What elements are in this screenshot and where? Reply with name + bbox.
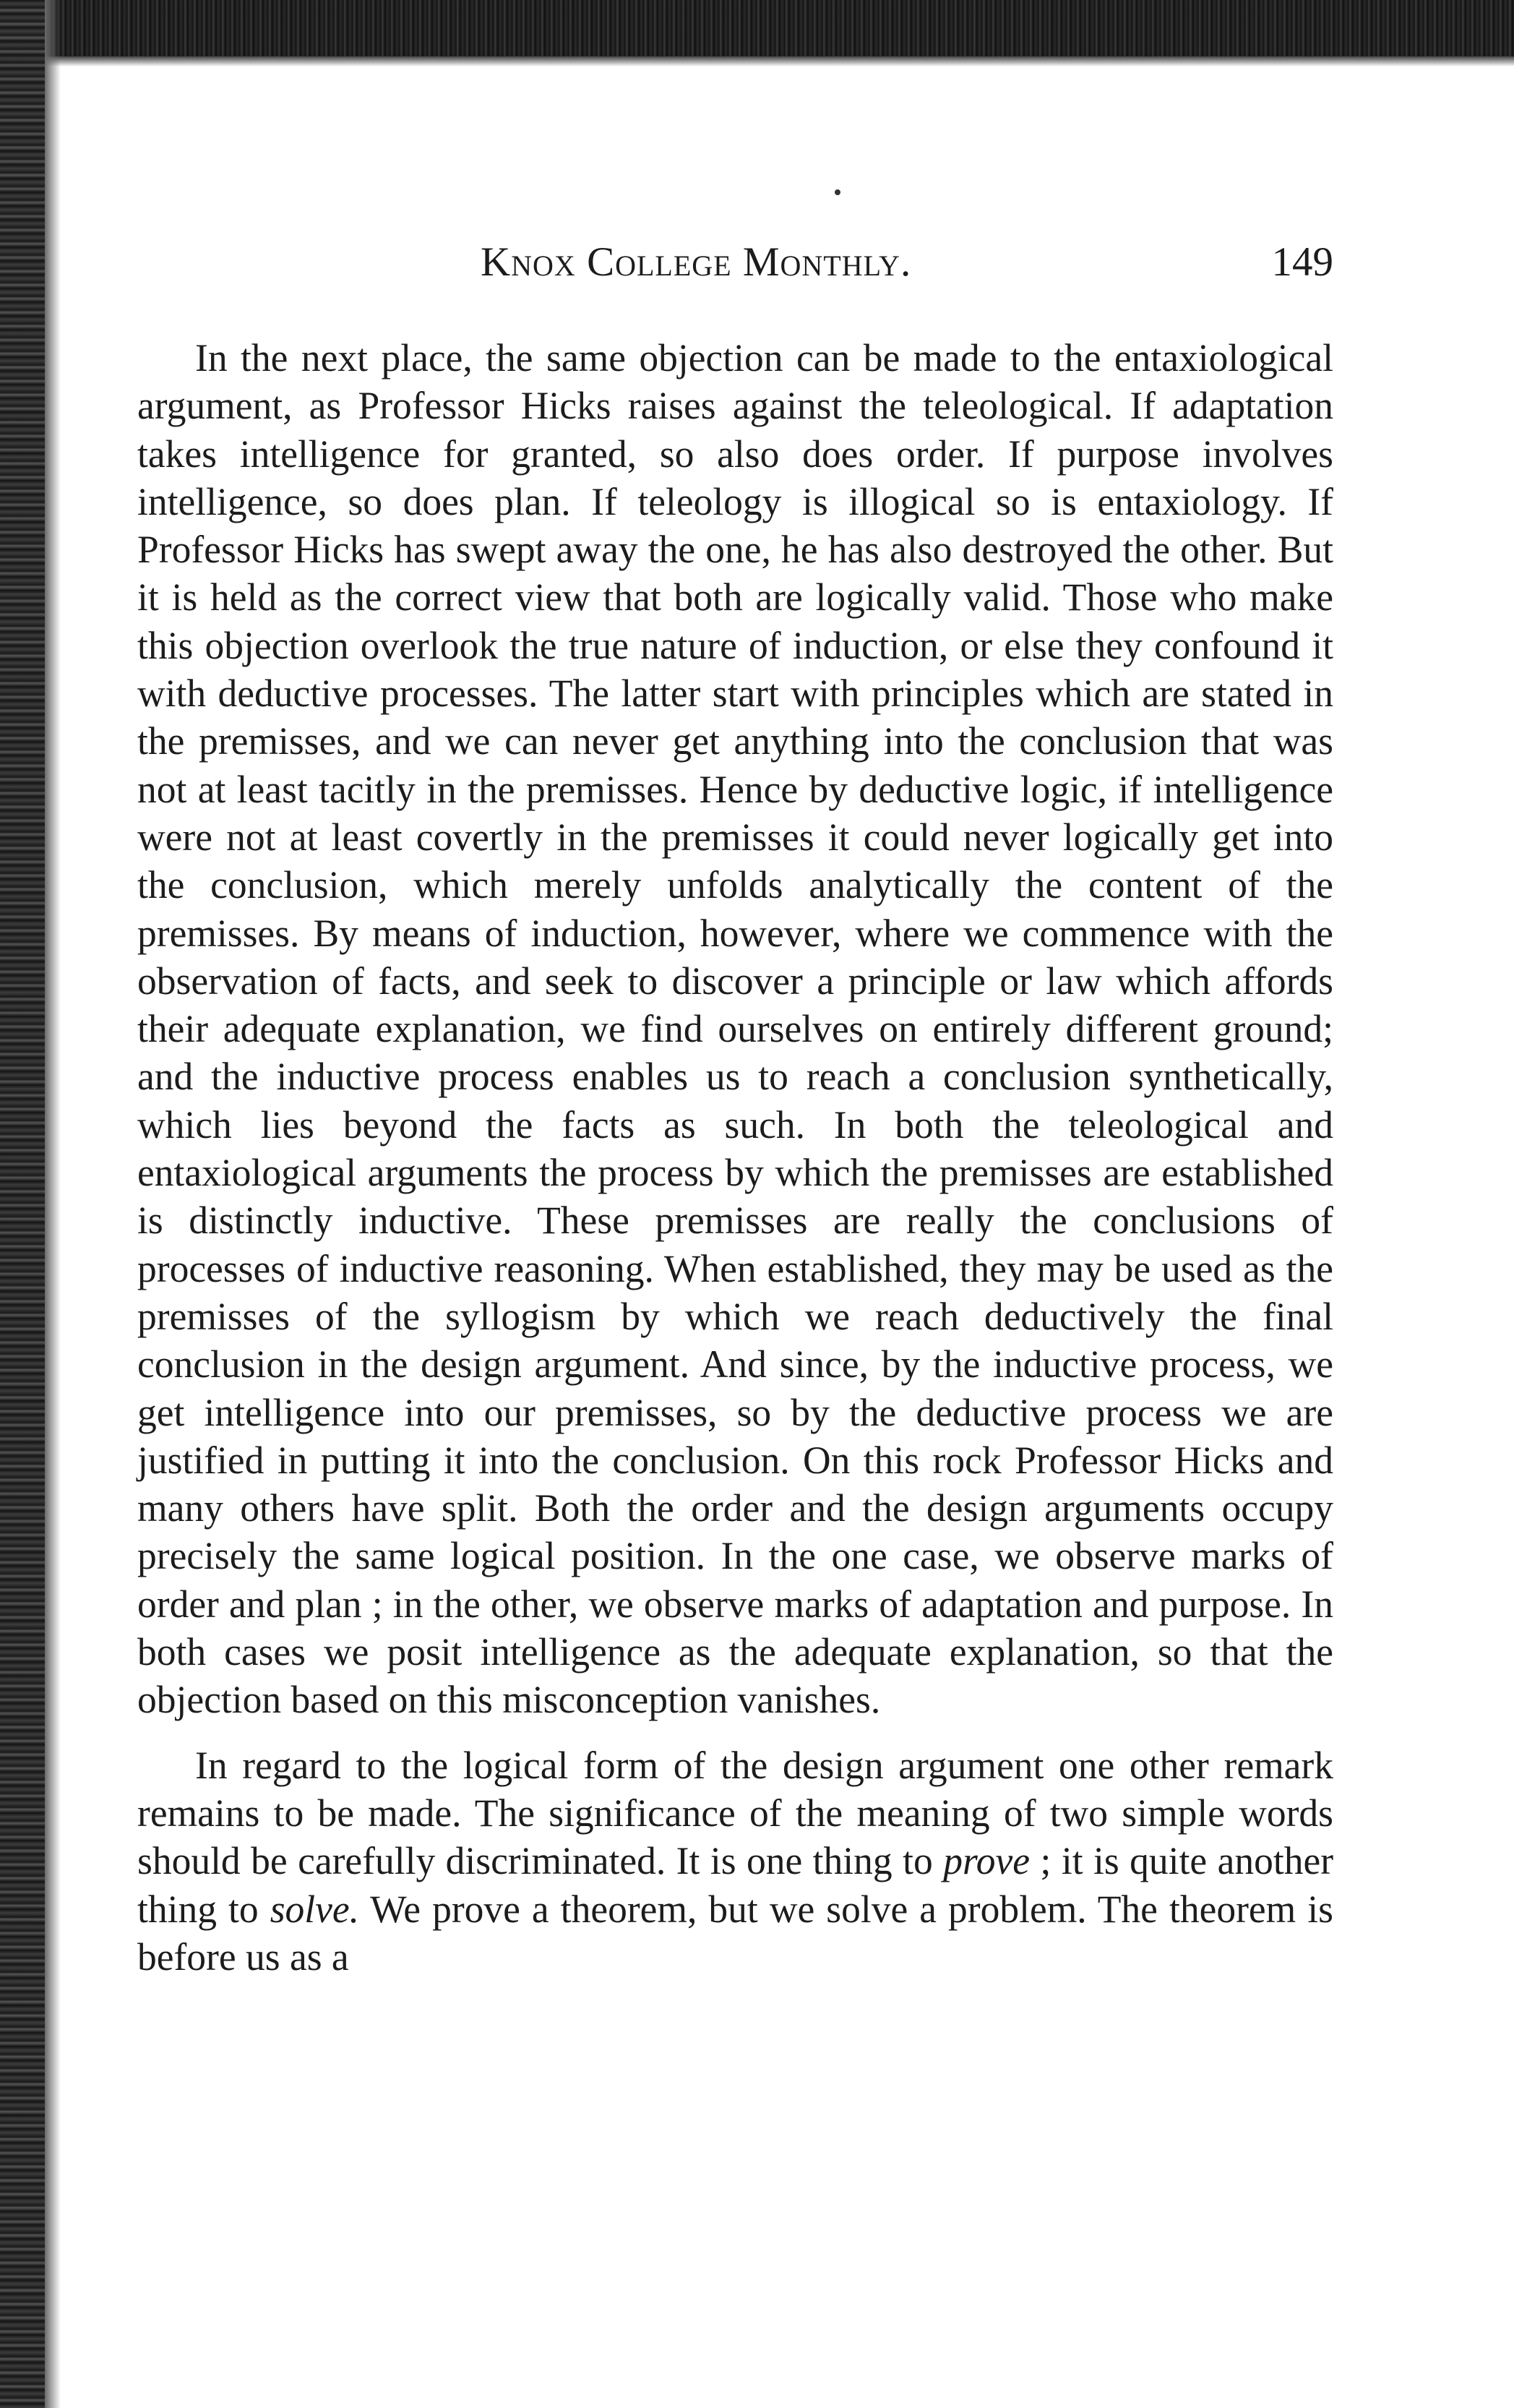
italic-word-prove: prove <box>943 1839 1031 1883</box>
scan-shadow-left <box>0 0 45 2408</box>
article-body <box>137 334 1333 1981</box>
paragraph-design-argument-objection: In the next place, the same objection can be made to the entaxiological argument, as Professor Hicks raises against the teleological. If adaptation takes intelligence for granted, so also does order. If purpose involves intelligence, so does plan. If teleology is illogical so is entaxiology. If Professor Hicks has swept away the one, he has also destroyed the other. But it is held as the correct view that both are logically valid. Those who make this objection overlook the true nature of induction, or else they confound it with deductive processes. The latter start with principles which are stated in the premisses, and we can never get anything into the conclusion that was not at least tacitly in the premisses. Hence by deductive logic, if intelligence were not at least covertly in the premisses it could never logically get into the conclusion, which merely unfolds analytically the content of the premisses. By means of induction, however, where we commence with the observation of facts, and seek to discover a principle or law which affords their adequate explanation, we find ourselves on entirely different ground; and the inductive process enables us to reach a conclusion synthetically, which lies beyond the facts as such. In both the teleological and entaxiological arguments the process by which the premisses are established is distinctly inductive. These premisses are really the conclusions of processes of inductive reasoning. When established, they may be used as the premisses of the syllogism by which we reach deductively the final conclusion in the design argument. And since, by the inductive process, we get intelligence into our premisses, so by the deductive process we are justified in putting it into the conclusion. On this rock Professor Hicks and many others have split. Both the order and the design arguments occupy precisely the same logical position. In the one case, we observe marks of order and plan ; in the other, we observe marks of adaptation and purpose. In both cases we posit intelligence as the adequate explanation, so that the objection based on this misconception vanishes. <box>137 336 1333 1722</box>
scan-shadow-top <box>0 0 1514 56</box>
paragraph-text-part: In regard to the logical form of the design argument one other remark remains to be made. The significance of the meaning of two simple words should be carefully discriminated. It is one thing to <box>137 1743 1333 1883</box>
paragraph-text-part: ; it is quite another thing to <box>137 1839 1334 1931</box>
page-header <box>137 239 1333 289</box>
ink-speck <box>835 189 840 195</box>
paragraph-logical-form <box>137 1741 1333 1981</box>
running-title: Knox College Monthly. <box>481 239 912 285</box>
page-number: 149 <box>1271 239 1333 285</box>
paragraph-text-part: We prove a theorem, but we solve a problem. The theorem is before us as a <box>137 1887 1333 1979</box>
italic-word-solve: solve. <box>270 1887 359 1931</box>
scan-shadow-left-fade <box>45 0 61 2408</box>
